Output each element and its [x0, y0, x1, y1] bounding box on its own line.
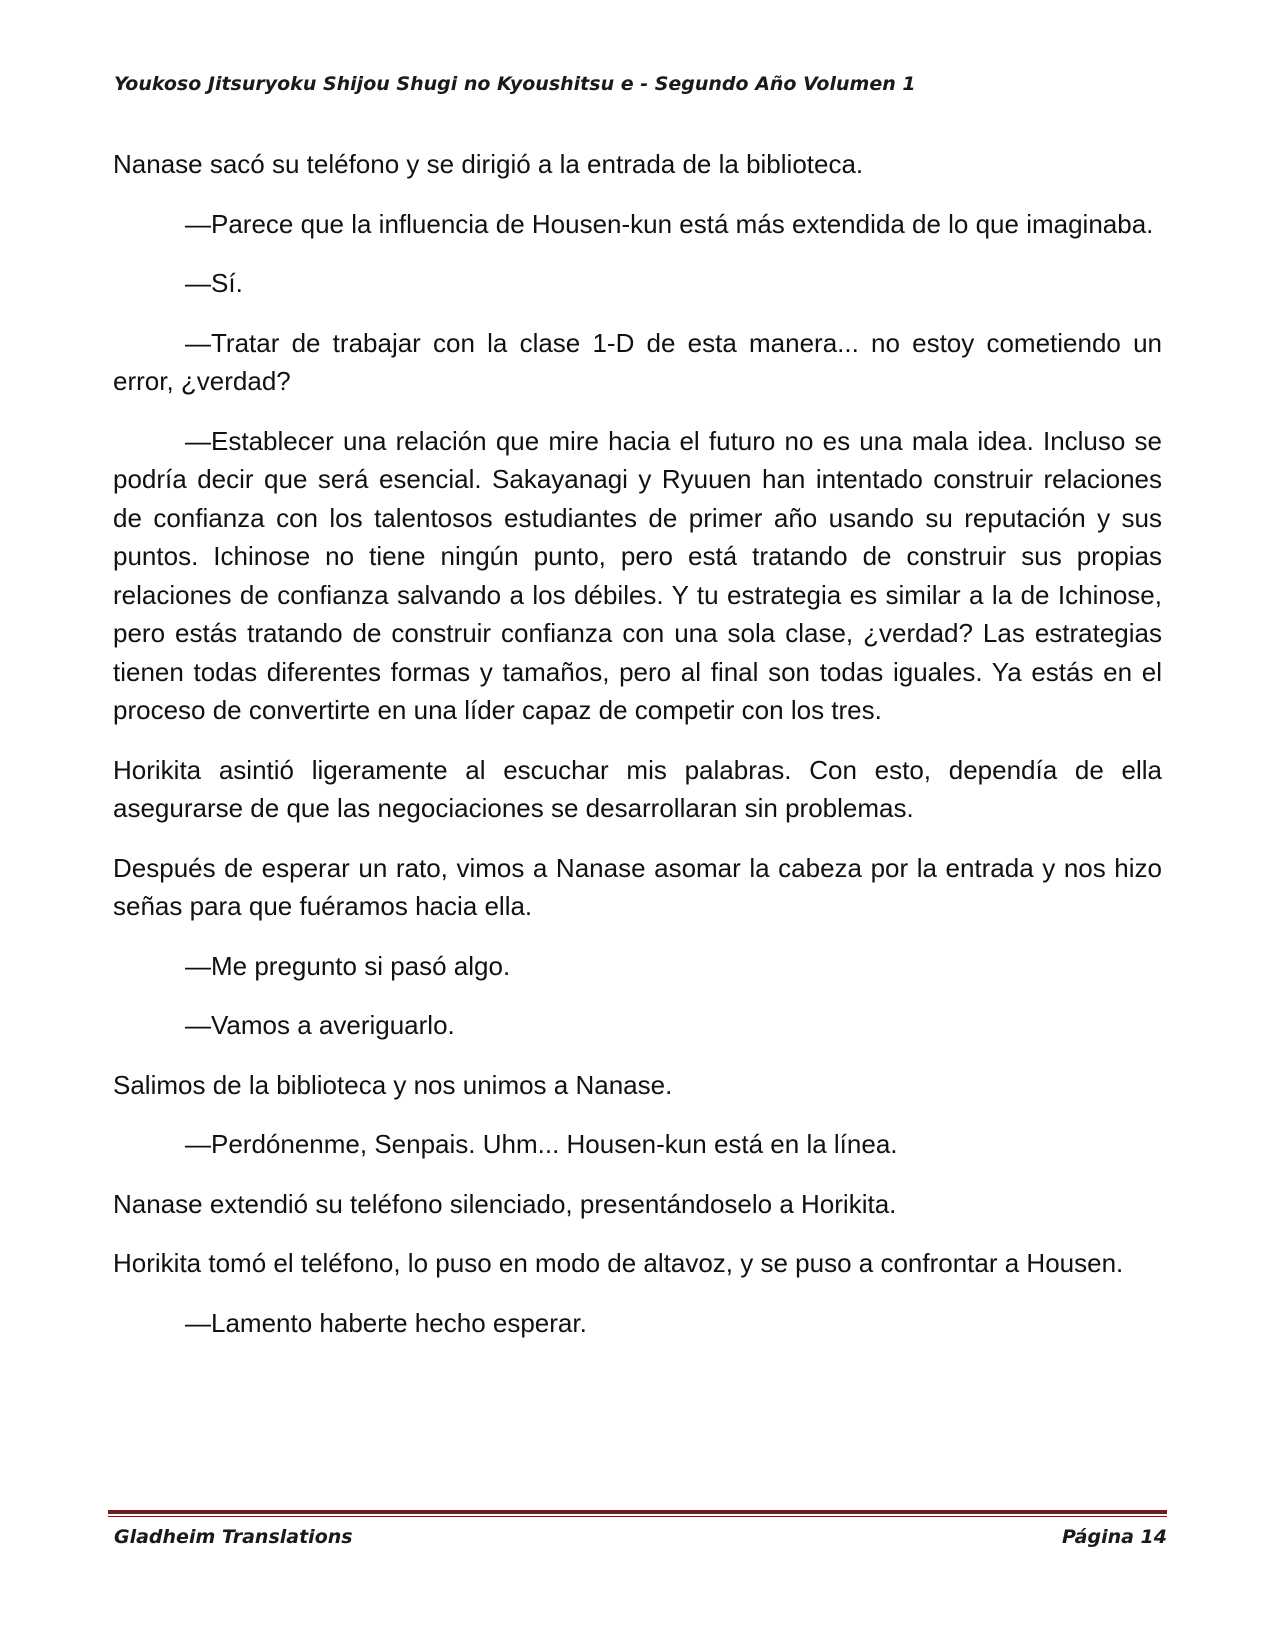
- footer-divider-thin: [108, 1516, 1167, 1517]
- dialogue-line: —Perdónenme, Senpais. Uhm... Housen-kun está en la línea.: [185, 1129, 898, 1159]
- page-body: [113, 145, 1162, 1363]
- footer-publisher: Gladheim Translations: [114, 1526, 353, 1548]
- dialogue-line: —Lamento haberte hecho esperar.: [185, 1307, 587, 1338]
- dialogue-line: —Parece que la influencia de Housen-kun está más extendida de lo que imaginaba.: [185, 208, 1154, 239]
- paragraph: Después de esperar un rato, vimos a Nanase asomar la cabeza por la entrada y nos hizo señas para que fuéramos hacia ella.: [113, 852, 1162, 921]
- dialogue-line: —Vamos a averiguarlo.: [185, 1010, 455, 1040]
- dialogue-line: —Me pregunto si pasó algo.: [185, 950, 511, 981]
- dialogue-line: —Tratar de trabajar con la clase 1-D de esta manera... no estoy cometiendo un error, ¿verdad?: [113, 327, 1162, 396]
- page-header-title: Youkoso Jitsuryoku Shijou Shugi no Kyoushitsu e - Segundo Año Volumen 1: [114, 73, 916, 95]
- paragraph: Horikita tomó el teléfono, lo puso en modo de altavoz, y se puso a confrontar a Housen.: [113, 1248, 1124, 1278]
- footer-divider-thick: [108, 1510, 1167, 1514]
- footer-divider: [108, 1510, 1167, 1518]
- paragraph: Salimos de la biblioteca y nos unimos a Nanase.: [113, 1069, 673, 1100]
- dialogue-line: —Establecer una relación que mire hacia el futuro no es una mala idea. Incluso se podría decir que será esencial. Sakayanagi y Ryuuen han intentado construir relaciones de confianza con los talentosos estudiantes de primer año usando su reputación y sus puntos. Ichinose no tiene ningún punto, pero está tratando de construir sus propias relaciones de confianza salvando a los débiles. Y tu estrategia es similar a la de Ichinose, pero estás tratando de construir confianza con una sola clase, ¿verdad? Las estrategias tienen todas diferentes formas y tamaños, pero al final son todas iguales. Ya estás en el proceso de convertirte en una líder capaz de competir con los tres.: [113, 425, 1162, 725]
- footer-page-number: Página 14: [1061, 1526, 1167, 1548]
- paragraph: Horikita asintió ligeramente al escuchar mis palabras. Con esto, dependía de ella asegurarse de que las negociaciones se desarrollaran sin problemas.: [113, 754, 1162, 823]
- paragraph: Nanase extendió su teléfono silenciado, presentándoselo a Horikita.: [113, 1188, 897, 1219]
- paragraph: Nanase sacó su teléfono y se dirigió a la entrada de la biblioteca.: [113, 149, 864, 179]
- dialogue-line: —Sí.: [185, 268, 243, 298]
